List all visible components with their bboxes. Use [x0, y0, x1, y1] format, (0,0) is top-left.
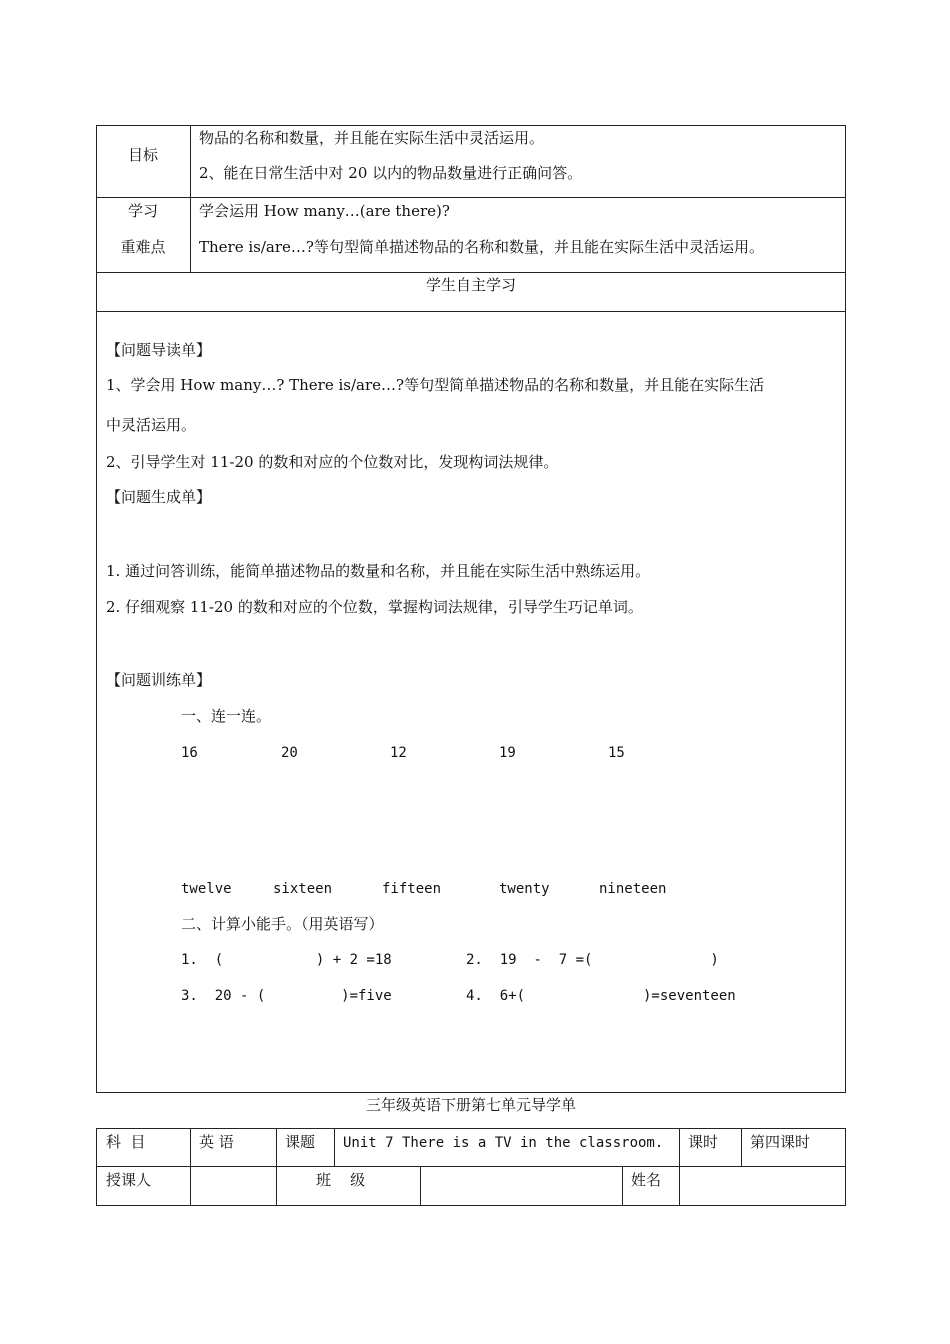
top-table-border-left	[96, 125, 97, 1093]
period-value: 第四课时	[750, 1133, 811, 1151]
number-item: 20	[281, 745, 298, 761]
top-table-row-divider-3	[96, 311, 846, 312]
footer-table-row-divider	[96, 1166, 846, 1167]
goal-line-1: 物品的名称和数量，并且能在实际生活中灵活运用。	[199, 129, 545, 147]
calc-item-1: 1. ( ) + 2 =18	[181, 952, 392, 968]
generate-item-2: 2. 仔细观察 11-20 的数和对应的个位数，掌握构词法规律，引导学生巧记单词。	[106, 598, 643, 616]
guide-heading: 【问题导读单】	[106, 341, 212, 359]
top-table-border-top	[96, 125, 846, 126]
top-table-border-bottom	[96, 1092, 846, 1093]
footer-col-divider	[622, 1166, 623, 1206]
guide-item-1b: 中灵活运用。	[106, 416, 197, 434]
subject-value: 英 语	[199, 1133, 234, 1151]
generate-heading: 【问题生成单】	[106, 488, 212, 506]
footer-col-divider	[276, 1128, 277, 1206]
top-table-row-divider-1	[96, 197, 846, 198]
footer-title: 三年级英语下册第七单元导学单	[365, 1096, 576, 1114]
goal-label: 目标	[127, 146, 158, 164]
footer-col-divider	[679, 1128, 680, 1206]
footer-col-divider	[190, 1128, 191, 1206]
number-item: 12	[390, 745, 407, 761]
footer-table-border-top	[96, 1128, 846, 1129]
footer-table-border-right	[845, 1128, 846, 1206]
teacher-label: 授课人	[106, 1171, 152, 1189]
top-table-label-divider	[190, 125, 191, 272]
topic-value: Unit 7 There is a TV in the classroom.	[343, 1135, 664, 1151]
part2-title: 二、计算小能手。（用英语写）	[181, 915, 384, 933]
difficulty-line-2: There is/are…?等句型简单描述物品的名称和数量，并且能在实际生活中灵活运用。	[199, 238, 764, 256]
calc-item-2: 2. 19 - 7 =( )	[466, 952, 719, 968]
number-item: 16	[181, 745, 198, 761]
training-heading: 【问题训练单】	[106, 671, 212, 689]
number-item: 19	[499, 745, 516, 761]
top-table-row-divider-2	[96, 272, 846, 273]
word-item: fifteen	[382, 881, 442, 897]
section-title: 学生自主学习	[425, 276, 516, 294]
footer-table-border-left	[96, 1128, 97, 1206]
difficulty-label-1: 学习	[127, 202, 158, 220]
topic-label: 课题	[285, 1133, 316, 1151]
word-item: sixteen	[273, 881, 333, 897]
calc-item-4: 4. 6+( )=seventeen	[466, 988, 736, 1004]
difficulty-line-1: 学会运用 How many…(are there)?	[199, 202, 450, 220]
name-label: 姓名	[631, 1171, 662, 1189]
footer-col-divider	[334, 1128, 335, 1167]
number-item: 15	[608, 745, 625, 761]
part1-title: 一、连一连。	[181, 707, 272, 725]
difficulty-label-2: 重难点	[120, 238, 166, 256]
guide-item-1a: 1、学会用 How many…? There is/are…?等句型简单描述物品的名称和数量，并且能在实际生活	[106, 376, 765, 394]
period-label: 课时	[688, 1133, 719, 1151]
goal-line-2: 2、能在日常生活中对 20 以内的物品数量进行正确问答。	[199, 164, 583, 182]
generate-item-1: 1. 通过问答训练，能简单描述物品的数量和名称，并且能在实际生活中熟练运用。	[106, 562, 651, 580]
word-item: twelve	[181, 881, 232, 897]
top-table-border-right	[845, 125, 846, 1093]
guide-item-2: 2、引导学生对 11-20 的数和对应的个位数对比，发现构词法规律。	[106, 453, 559, 471]
subject-label: 科 目	[106, 1133, 146, 1151]
class-label: 班 级	[316, 1171, 366, 1189]
footer-col-divider	[420, 1166, 421, 1206]
footer-col-divider	[741, 1128, 742, 1167]
footer-table-border-bottom	[96, 1205, 846, 1206]
word-item: twenty	[499, 881, 550, 897]
word-item: nineteen	[599, 881, 667, 897]
calc-item-3: 3. 20 - ( )=five	[181, 988, 392, 1004]
